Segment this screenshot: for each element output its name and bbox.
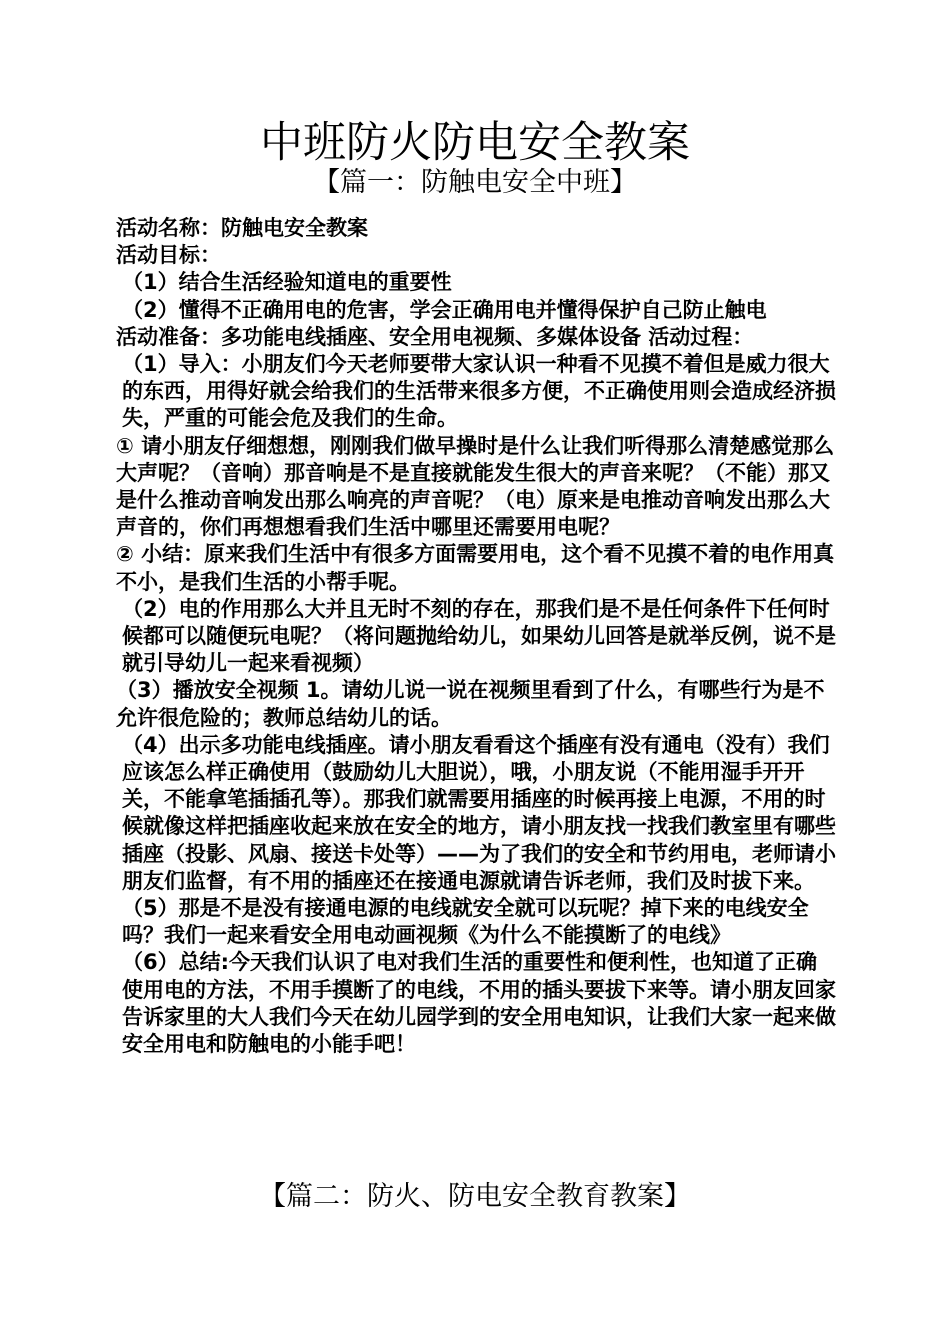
- paragraph: （6）总结:今天我们认识了电对我们生活的重要性和便利性，也知道了正确使用电的方法，不用手摸断了的电线，不用的插头要拔下来等。请小朋友回家告诉家里的大人我们今天在幼儿园学到的安全用电知识，让我们大家一起来做安全用电和防触电的小能手吧！: [122, 950, 836, 1057]
- paragraph: （2）电的作用那么大并且无时不刻的存在，那我们是不是任何条件下任何时候都可以随便玩电呢？（将问题抛给幼儿，如果幼儿回答是就举反例，说不是就引导幼儿一起来看视频）: [122, 596, 836, 676]
- paragraph: 活动目标：: [116, 243, 221, 268]
- paragraph: （5）那是不是没有接通电源的电线就安全就可以玩呢？掉下来的电线安全吗？我们一起来看安全用电动画视频《为什么不能摸断了的电线》: [122, 896, 809, 948]
- document-body: [116, 215, 836, 1058]
- paragraph: ② 小结：原来我们生活中有很多方面需要用电，这个看不见摸不着的电作用真不小，是我们生活的小帮手呢。: [116, 542, 835, 594]
- paragraph: （1）结合生活经验知道电的重要性: [122, 270, 452, 295]
- paragraph: （1）导入：小朋友们今天老师要带大家认识一种看不见摸不着但是威力很大的东西，用得好就会给我们的生活带来很多方便，不正确使用则会造成经济损失，严重的可能会危及我们的生命。: [122, 352, 836, 431]
- section-heading-1: 【篇一：防触电安全中班】: [313, 167, 637, 198]
- paragraph: （3）播放安全视频 1。请幼儿说一说在视频里看到了什么，有哪些行为是不允许很危险的；教师总结幼儿的话。: [116, 678, 825, 730]
- paragraph: ① 请小朋友仔细想想，刚刚我们做早操时是什么让我们听得那么清楚感觉那么大声呢？（音响）那音响是不是直接就能发生很大的声音来呢？（不能）那又是什么推动音响发出那么响亮的声音呢？（电）原来是电推动音响发出那么大声音的，你们再想想看我们生活中哪里还需要用电呢？: [116, 433, 835, 540]
- section-heading-2: 【篇二：防火、防电安全教育教案】: [259, 1181, 691, 1212]
- paragraph: （2）懂得不正确用电的危害，学会正确用电并懂得保护自己防止触电: [122, 297, 767, 322]
- paragraph: 活动准备：多功能电线插座、安全用电视频、多媒体设备 活动过程：: [116, 324, 754, 349]
- paragraph: 活动名称：防触电安全教案: [116, 216, 368, 240]
- document-title: 中班防火防电安全教案: [260, 118, 690, 168]
- paragraph: （4）出示多功能电线插座。请小朋友看看这个插座有没有通电（没有）我们应该怎么样正确使用（鼓励幼儿大胆说），哦，小朋友说（不能用湿手开开关，不能拿笔插插孔等）。那我们就需要用插座的时候再接上电源，不用的时候就像这样把插座收起来放在安全的地方，请小朋友找一找我们教室里有哪些插座（投影、风扇、接送卡处等）——为了我们的安全和节约用电，老师请小朋友们监督，有不用的插座还在接通电源就请告诉老师，我们及时拔下来。: [122, 732, 836, 893]
